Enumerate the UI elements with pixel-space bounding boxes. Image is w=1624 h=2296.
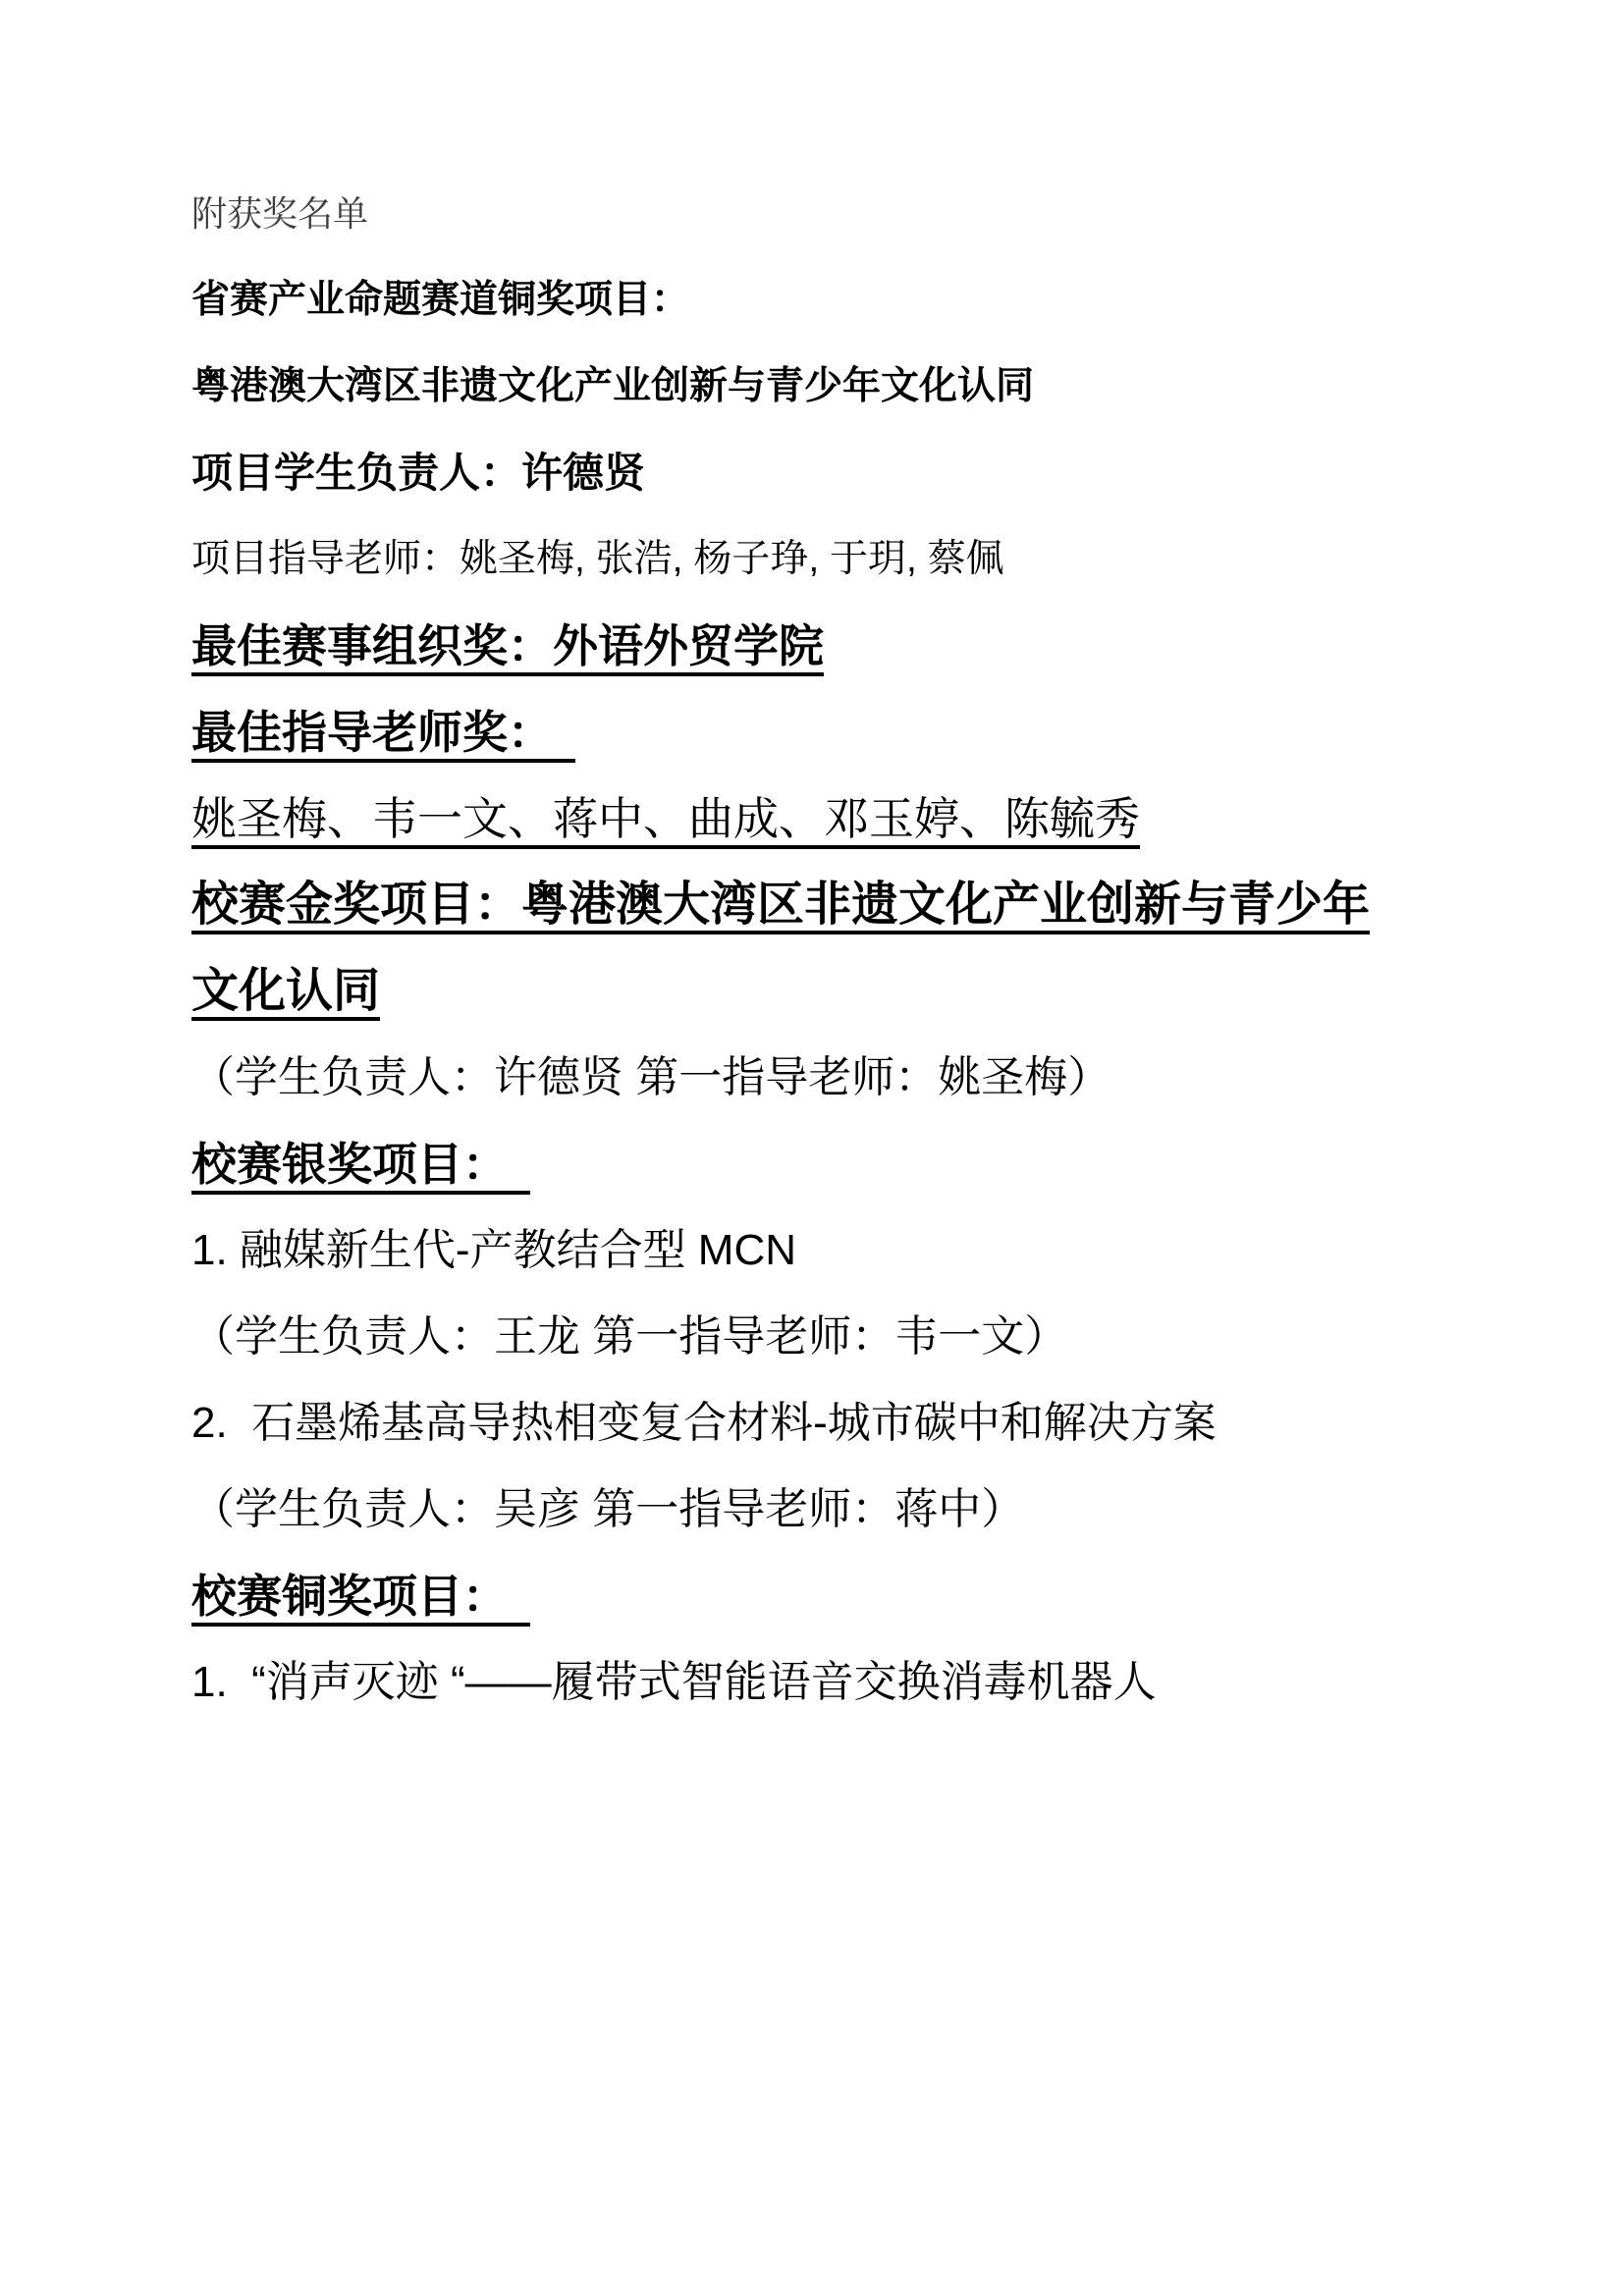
silver-item-2-credits: （学生负责人：吴彦 第一指导老师：蒋中） xyxy=(191,1485,1025,1533)
gold-award-credits: （学生负责人：许德贤 第一指导老师：姚圣梅） xyxy=(191,1053,1111,1101)
provincial-bronze-heading: 省赛产业命题赛道铜奖项目： xyxy=(191,279,690,321)
silver-award-heading: 校赛银奖项目： xyxy=(191,1139,530,1190)
attachment-title: 附获奖名单 xyxy=(191,194,369,234)
provincial-student-leader: 项目学生负责人：许德贤 xyxy=(191,450,646,496)
provincial-advisors: 项目指导老师：姚圣梅, 张浩, 杨子琤, 于玥, 蔡佩 xyxy=(191,538,1004,580)
best-organization-award: 最佳赛事组织奖：外语外贸学院 xyxy=(191,620,824,671)
best-advisor-award-heading: 最佳指导老师奖： xyxy=(191,707,575,758)
provincial-project-name: 粤港澳大湾区非遗文化产业创新与青少年文化认同 xyxy=(191,365,1035,407)
silver-item-1-title: 1. 融媒新生代-产教结合型 MCN xyxy=(191,1226,796,1274)
silver-item-1-credits: （学生负责人：王龙 第一指导老师：韦一文） xyxy=(191,1312,1068,1361)
silver-item-2-title: 2. 石墨烯基高导热相变复合材料-城市碳中和解决方案 xyxy=(191,1399,1217,1447)
gold-award-heading: 校赛金奖项目：粤港澳大湾区非遗文化产业创新与青少年文化认同 xyxy=(191,879,1371,1017)
bronze-award-heading: 校赛铜奖项目： xyxy=(191,1571,530,1622)
bronze-item-1-title: 1. “消声灭迹 “——履带式智能语音交换消毒机器人 xyxy=(191,1658,1157,1706)
best-advisor-award-names: 姚圣梅、韦一文、蒋中、曲成、邓玉婷、陈毓秀 xyxy=(191,793,1140,844)
